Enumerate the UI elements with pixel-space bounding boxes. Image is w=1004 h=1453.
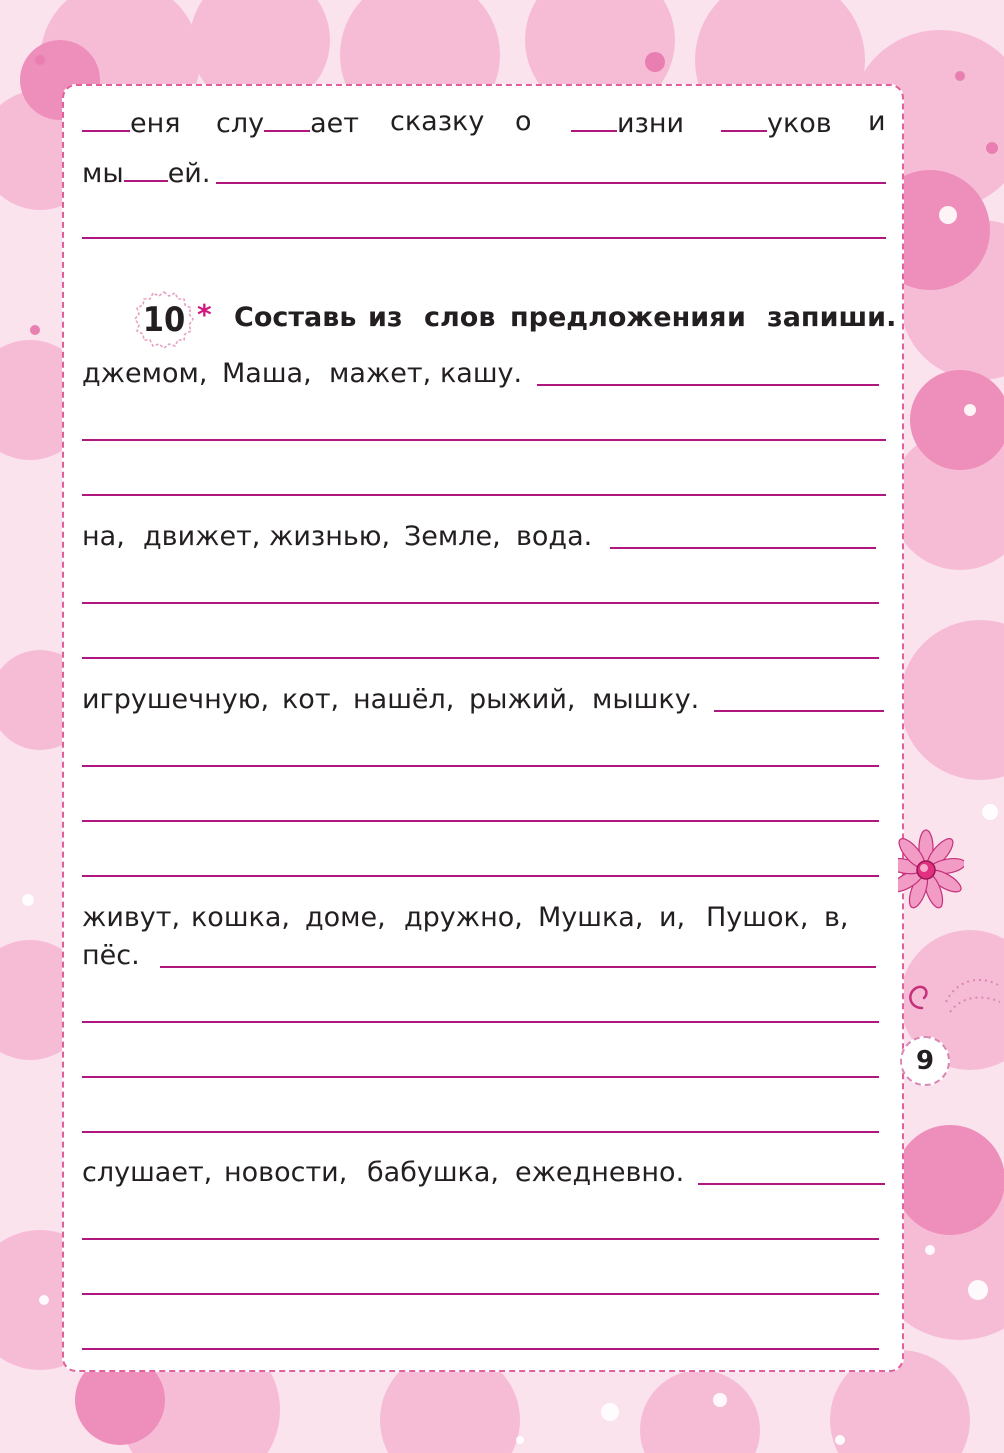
answer-line[interactable] <box>82 1348 879 1350</box>
prompt-word: и, <box>659 902 686 933</box>
prompt-word: кашу. <box>440 358 523 389</box>
word-fragment: ей. <box>167 158 211 189</box>
answer-line[interactable] <box>82 765 879 767</box>
task-number: 10 <box>142 300 186 340</box>
fill-blank[interactable] <box>571 108 617 132</box>
word-fragment: уков <box>767 108 832 139</box>
answer-line[interactable] <box>610 547 876 549</box>
answer-line[interactable] <box>82 1131 879 1133</box>
prompt-word: живут, <box>82 902 181 933</box>
prompt-word: вода. <box>516 521 593 552</box>
prompt-word: джемом, <box>82 358 208 389</box>
fill-blank[interactable] <box>721 108 767 132</box>
heading-word: из <box>368 302 403 333</box>
prompt-word: в, <box>824 902 849 933</box>
prompt-word: кошка, <box>191 902 290 933</box>
heading-word: Составь <box>234 302 357 333</box>
heading-word: слов <box>424 302 496 333</box>
word-fragment: слу <box>216 108 265 139</box>
heading-word: и <box>727 302 746 333</box>
word-fragment: ает <box>310 108 359 139</box>
heading-word: запиши. <box>767 302 897 333</box>
page-number: 9 <box>900 1036 950 1086</box>
answer-line[interactable] <box>82 820 879 822</box>
answer-line[interactable] <box>216 182 886 184</box>
heading-word: предложения <box>510 302 727 333</box>
prompt-word: движет, <box>143 521 261 552</box>
prompt-word: на, <box>82 521 125 552</box>
prompt-word: слушает, <box>82 1157 213 1188</box>
fill-blank[interactable] <box>264 108 310 132</box>
answer-line[interactable] <box>82 602 879 604</box>
flower-icon <box>898 826 964 922</box>
prompt-word: Земле, <box>404 521 501 552</box>
prompt-word: игрушечную, <box>82 684 270 715</box>
prompt-word: жизнью, <box>269 521 391 552</box>
answer-line[interactable] <box>698 1183 885 1185</box>
word-fragment: еня <box>130 108 181 139</box>
prompt-word: пёс. <box>82 940 140 971</box>
prompt-word: мышку. <box>592 684 700 715</box>
answer-line[interactable] <box>82 237 886 239</box>
swirl-icon <box>900 972 1004 1022</box>
prompt-word: рыжий, <box>469 684 576 715</box>
answer-line[interactable] <box>160 966 876 968</box>
answer-line[interactable] <box>82 494 886 496</box>
answer-line[interactable] <box>82 875 879 877</box>
answer-line[interactable] <box>82 1076 879 1078</box>
prompt-word: дружно, <box>404 902 523 933</box>
word-fragment: мы <box>82 158 124 189</box>
answer-line[interactable] <box>82 1238 879 1240</box>
answer-line[interactable] <box>537 384 879 386</box>
prompt-word: доме, <box>305 902 386 933</box>
answer-line[interactable] <box>714 710 884 712</box>
prompt-word: мажет, <box>329 358 432 389</box>
word: и <box>868 106 886 137</box>
fill-blank[interactable] <box>124 158 168 182</box>
answer-line[interactable] <box>82 1021 879 1023</box>
word: сказку <box>390 106 485 137</box>
prompt-word: Маша, <box>222 358 312 389</box>
prompt-word: ежедневно. <box>515 1157 685 1188</box>
answer-line[interactable] <box>82 657 879 659</box>
prompt-word: нашёл, <box>353 684 455 715</box>
answer-line[interactable] <box>82 439 886 441</box>
prompt-word: бабушка, <box>367 1157 499 1188</box>
prompt-word: Мушка, <box>538 902 644 933</box>
answer-line[interactable] <box>82 1293 879 1295</box>
task-number-badge <box>132 288 196 352</box>
word-fragment: изни <box>617 108 685 139</box>
prompt-word: новости, <box>224 1157 348 1188</box>
prompt-word: Пушок, <box>706 902 809 933</box>
word: о <box>515 106 532 137</box>
difficulty-star-icon: * <box>197 298 212 331</box>
prompt-word: кот, <box>282 684 340 715</box>
fill-blank[interactable] <box>82 108 130 132</box>
